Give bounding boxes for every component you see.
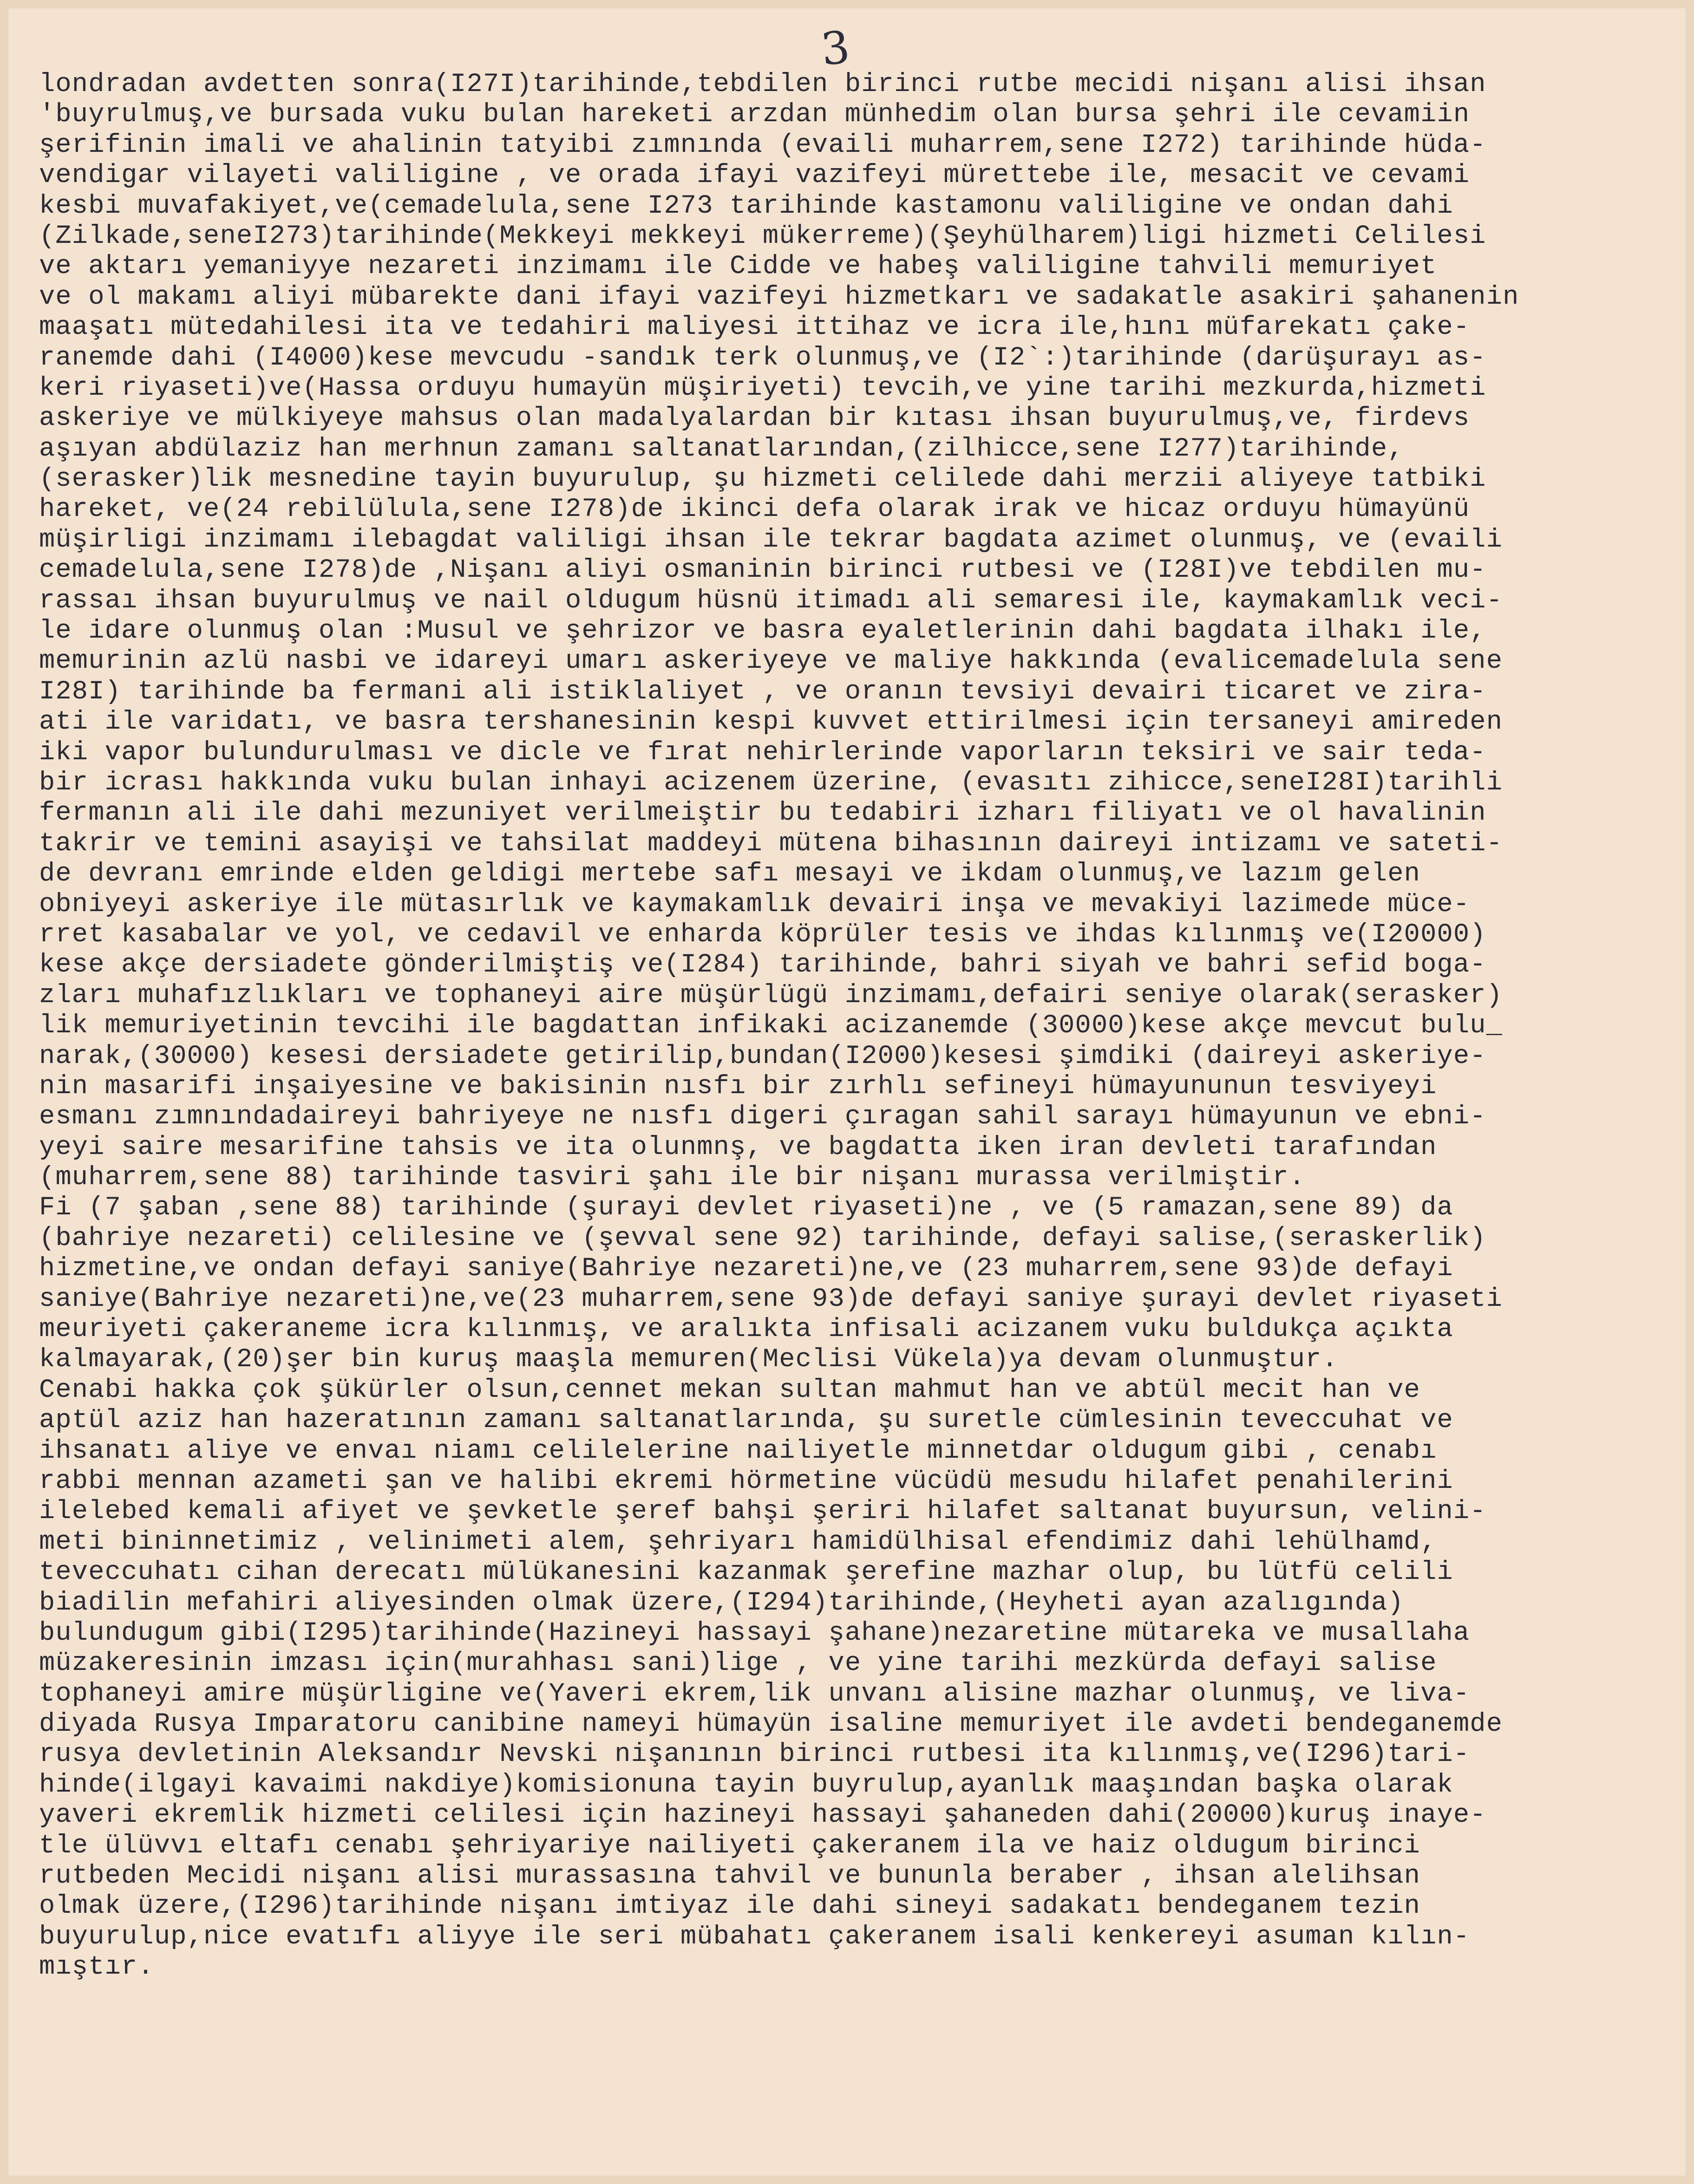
text-line: lik memuriyetinin tevcihi ile bagdattan infikaki acizanemde (30000)kese akçe mevcut bulu_ [39, 1011, 1503, 1041]
text-line: rutbeden Mecidi nişanı alisi murassasına tahvil ve bununla beraber , ihsan alelihsan [39, 1861, 1421, 1891]
text-line: iki vapor bulundurulması ve dicle ve fırat nehirlerinde vaporların teksiri ve sair teda- [39, 737, 1486, 768]
text-line: 'buyrulmuş,ve bursada vuku bulan hareketi arzdan münhedim olan bursa şehri ile cevamiin [39, 100, 1470, 130]
text-line: (muharrem,sene 88) tarihinde tasviri şahı ile bir nişanı murassa verilmiştir. [39, 1163, 1306, 1193]
text-line: biadilin mefahiri aliyesinden olmak üzere,(I294)tarihinde,(Heyheti ayan azalıgında) [39, 1588, 1404, 1618]
text-line: memurinin azlü nasbi ve idareyi umarı askeriyeye ve maliye hakkında (evalicemadelula sene [39, 646, 1503, 677]
text-line: zları muhafızlıkları ve tophaneyi aire müşürlügü inzimamı,defairi seniye olarak(serasker) [39, 980, 1503, 1011]
text-line: le idare olunmuş olan :Musul ve şehrizor ve basra eyaletlerinin dahi bagdata ilhakı ile, [39, 616, 1486, 646]
text-line: (bahriye nezareti) celilesine ve (şevval sene 92) tarihinde, defayi salise,(seraskerlik) [39, 1223, 1486, 1253]
text-line: şerifinin imali ve ahalinin tatyibi zımnında (evaili muharrem,sene I272) tarihinde hüda- [39, 130, 1486, 160]
text-line: londradan avdetten sonra(I27I)tarihinde,tebdilen birinci rutbe mecidi nişanı alisi ihsan [39, 70, 1486, 99]
text-line: hizmetine,ve ondan defayi saniye(Bahriye nezareti)ne,ve (23 muharrem,sene 93)de defayi [39, 1254, 1453, 1284]
text-line: keri riyaseti)ve(Hassa orduyu humayün müşiriyeti) tevcih,ve yine tarihi mezkurda,hizmeti [39, 373, 1486, 403]
text-line: esmanı zımnındadaireyi bahriyeye ne nısfı digeri çıragan sahil sarayı hümayunun ve ebni- [39, 1102, 1486, 1132]
text-line: meti bininnetimiz , velinimeti alem, şehriyarı hamidülhisal efendimiz dahi lehülhamd, [39, 1527, 1437, 1557]
text-line: kalmayarak,(20)şer bin kuruş maaşla memuren(Meclisi Vükela)ya devam olunmuştur. [39, 1345, 1339, 1375]
text-line: saniye(Bahriye nezareti)ne,ve(23 muharrem,sene 93)de defayi saniye şurayi devlet riyaseti [39, 1284, 1503, 1314]
text-line: müşirligi inzimamı ilebagdat valiligi ihsan ile tekrar bagdata azimet olunmuş, ve (evaili [39, 525, 1503, 555]
text-line: rret kasabalar ve yol, ve cedavil ve enharda köprüler tesis ve ihdas kılınmış ve(I20000) [39, 919, 1486, 950]
text-line: narak,(30000) kesesi dersiadete getirilip,bundan(I2000)kesesi şimdiki (daireyi askeriye- [39, 1041, 1486, 1071]
page-number: 3 [818, 21, 852, 76]
text-line: fermanın ali ile dahi mezuniyet verilmeiştir bu tedabiri izharı filiyatı ve ol havalinin [39, 798, 1486, 828]
text-line: hinde(ilgayi kavaimi nakdiye)komisionuna tayin buyrulup,ayanlık maaşından başka olarak [39, 1770, 1453, 1800]
text-line: rabbi mennan azameti şan ve halibi ekremi hörmetine vücüdü mesudu hilafet penahilerini [39, 1466, 1453, 1496]
text-line: aşıyan abdülaziz han merhnun zamanı saltanatlarından,(zilhicce,sene I277)tarihinde, [39, 434, 1404, 464]
text-line: rassaı ihsan buyurulmuş ve nail oldugum hüsnü itimadı ali semaresi ile, kaymakamlık veci- [39, 586, 1503, 616]
text-line: (serasker)lik mesnedine tayin buyurulup, şu hizmeti celilede dahi merzii aliyeye tatbiki [39, 464, 1486, 495]
text-line: olmak üzere,(I296)tarihinde nişanı imtiyaz ile dahi sineyi sadakatı bendeganem tezin [39, 1891, 1421, 1922]
text-line: kese akçe dersiadete gönderilmiştiş ve(I284) tarihinde, bahri siyah ve bahri sefid boga- [39, 950, 1486, 980]
text-line: aptül aziz han hazeratının zamanı saltanatlarında, şu suretle cümlesinin teveccuhat ve [39, 1406, 1453, 1436]
text-line: takrir ve temini asayişi ve tahsilat maddeyi mütena bihasının daireyi intizamı ve sateti- [39, 828, 1503, 859]
text-line: diyada Rusya Imparatoru canibine nameyi hümayün isaline memuriyet ile avdeti bendeganemde [39, 1709, 1503, 1740]
text-line: yaveri ekremlik hizmeti celilesi için hazineyi hassayi şahaneden dahi(20000)kuruş inaye- [39, 1800, 1486, 1831]
text-line: hareket, ve(24 rebilülula,sene I278)de ikinci defa olarak irak ve hicaz orduyu hümayünü [39, 495, 1470, 525]
text-line: müzakeresinin imzası için(murahhası sani)lige , ve yine tarihi mezkürda defayi salise [39, 1649, 1437, 1679]
text-line: Fi (7 şaban ,sene 88) tarihinde (şurayi devlet riyaseti)ne , ve (5 ramazan,sene 89) da [39, 1193, 1453, 1223]
text-line: (Zilkade,seneI273)tarihinde(Mekkeyi mekkeyi mükerreme)(Şeyhülharem)ligi hizmeti Celilesi [39, 221, 1486, 251]
text-line: teveccuhatı cihan derecatı mülükanesini kazanmak şerefine mazhar olup, bu lütfü celili [39, 1558, 1453, 1588]
text-line: Cenabi hakka çok şükürler olsun,cennet mekan sultan mahmut han ve abtül mecit han ve [39, 1375, 1421, 1405]
text-line: obniyeyi askeriye ile mütasırlık ve kaymakamlık devairi inşa ve mevakiyi lazimede müce- [39, 889, 1470, 919]
text-line: ve aktarı yemaniyye nezareti inzimamı ile Cidde ve habeş valiligine tahvili memuriyet [39, 252, 1437, 282]
text-line: kesbi muvafakiyet,ve(cemadelula,sene I273 tarihinde kastamonu valiligine ve ondan dahi [39, 191, 1453, 221]
text-line: nin masarifi inşaiyesine ve bakisinin nısfı bir zırhlı sefineyi hümayununun tesviyeyi [39, 1071, 1437, 1102]
text-line: cemadelula,sene I278)de ,Nişanı aliyi osmaninin birinci rutbesi ve (I28I)ve tebdilen mu- [39, 555, 1486, 586]
text-line: askeriye ve mülkiyeye mahsus olan madalyalardan bir kıtası ihsan buyurulmuş,ve, firdevs [39, 404, 1470, 434]
text-line: I28I) tarihinde ba fermani ali istiklaliyet , ve oranın tevsiyi devairi ticaret ve zira- [39, 677, 1486, 707]
text-line: buyurulup,nice evatıfı aliyye ile seri mübahatı çakeranem isali kenkereyi asuman kılın- [39, 1922, 1470, 1952]
text-line: meuriyeti çakeraneme icra kılınmış, ve aralıkta infisali acizanem vuku buldukça açıkta [39, 1315, 1453, 1345]
text-line: tophaneyi amire müşürligine ve(Yaveri ekrem,lik unvanı alisine mazhar olunmuş, ve liva- [39, 1679, 1470, 1709]
typewritten-text [39, 70, 1665, 1983]
text-line: de devranı emrinde elden geldigi mertebe safı mesayi ve ikdam olunmuş,ve lazım gelen [39, 859, 1421, 889]
text-line: bir icrası hakkında vuku bulan inhayi acizenem üzerine, (evasıtı zihicce,seneI28I)tarihli [39, 768, 1503, 798]
text-line: tle ülüvvı eltafı cenabı şehriyariye nailiyeti çakeranem ila ve haiz oldugum birinci [39, 1831, 1421, 1861]
text-line: ihsanatı aliye ve envaı niamı celilelerine nailiyetle minnetdar oldugum gibi , cenabı [39, 1436, 1437, 1466]
text-line: rusya devletinin Aleksandır Nevski nişanının birinci rutbesi ita kılınmış,ve(I296)tari- [39, 1740, 1470, 1770]
text-line: ranemde dahi (I4000)kese mevcudu -sandık terk olunmuş,ve (I2`:)tarihinde (darüşurayı as- [39, 343, 1486, 373]
text-line: ati ile varidatı, ve basra tershanesinin kespi kuvvet ettirilmesi için tersaneyi amireden [39, 707, 1503, 737]
text-line: vendigar vilayeti valiligine , ve orada ifayi vazifeyi mürettebe ile, mesacit ve cevami [39, 161, 1470, 191]
text-line: bulundugum gibi(I295)tarihinde(Hazineyi hassayi şahane)nezaretine mütareka ve musallaha [39, 1618, 1470, 1648]
text-line: ilelebed kemali afiyet ve şevketle şeref bahşi şeriri hilafet saltanat buyursun, velini- [39, 1497, 1486, 1527]
text-line: maaşatı mütedahilesi ita ve tedahiri maliyesi ittihaz ve icra ile,hını müfarekatı çake- [39, 313, 1470, 343]
text-line: yeyi saire mesarifine tahsis ve ita olunmnş, ve bagdatta iken iran devleti tarafından [39, 1132, 1437, 1162]
text-line: mıştır. [39, 1952, 154, 1982]
text-line: ve ol makamı aliyi mübarekte dani ifayi vazifeyi hizmetkarı ve sadakatle asakiri şahanenin [39, 282, 1519, 312]
